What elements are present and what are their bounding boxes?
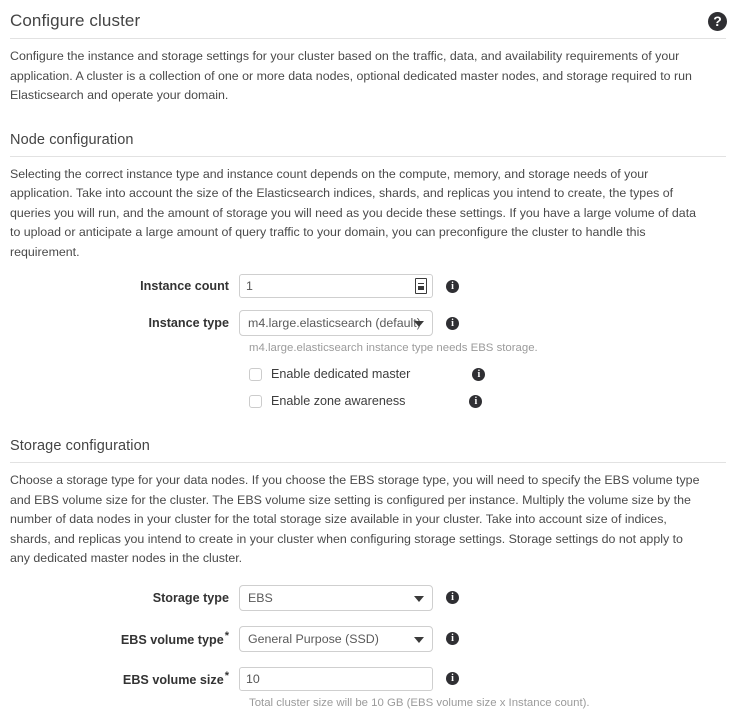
question-mark-icon[interactable]: ? [708, 12, 727, 31]
node-configuration-header [0, 130, 736, 157]
storage-configuration-header [0, 436, 736, 463]
ebs-volume-type-select[interactable] [239, 626, 433, 652]
spacer [0, 408, 736, 436]
storage-type-value: EBS [248, 590, 273, 605]
required-marker: * [224, 669, 229, 682]
instance-type-hint: m4.large.elasticsearch instance type needs EBS storage. [249, 342, 538, 354]
info-icon[interactable]: i [446, 280, 459, 293]
node-configuration-divider [10, 156, 726, 157]
instance-type-label: Instance type [148, 316, 229, 330]
instance-type-row [0, 310, 736, 336]
instance-count-input-wrap [239, 274, 433, 298]
dedicated-master-checkbox[interactable] [249, 368, 262, 381]
instance-type-control [239, 310, 459, 336]
required-marker: * [224, 629, 229, 642]
instance-type-select[interactable] [239, 310, 433, 336]
ebs-volume-size-input[interactable] [239, 667, 433, 691]
instance-count-label: Instance count [140, 279, 229, 293]
ebs-volume-size-label [0, 670, 239, 687]
number-stepper-icon[interactable] [415, 278, 427, 294]
chevron-down-icon [414, 637, 424, 643]
storage-configuration-description: Choose a storage type for your data nodes. If you choose the EBS storage type, you will need to specify the EBS volume type and EBS volume size for the cluster. The EBS volume size setting is configured per instance. Multiply the volume size by the number of data nodes in your cluster for the total storage size available in your cluster. Take into account size of indices, shards, and replicas you intend to create in your cluster when configuring storage settings. Storage settings do not apply to any dedicated master nodes in the cluster. [10, 473, 700, 565]
storage-type-select[interactable] [239, 585, 433, 611]
ebs-volume-size-label-text: EBS volume size [122, 673, 224, 688]
node-configuration-title: Node configuration [10, 131, 134, 148]
node-configuration-description: Selecting the correct instance type and instance count depends on the compute, memory, and storage needs of your application. Take into account the size of the Elasticsearch indices, shards, and replicas you intend to create, the types of queries you will run, and the amount of storage you will need as you decide these settings. If you have a large volume of data to upload or anticipate a large amount of query traffic to your domain, you can preconfigure the cluster to handle this requirement. [10, 166, 697, 259]
ebs-volume-size-input-wrap [239, 667, 433, 691]
zone-awareness-row[interactable] [249, 394, 736, 408]
dedicated-master-row[interactable] [249, 367, 736, 381]
info-icon[interactable]: i [469, 395, 482, 408]
page-title: Configure cluster [10, 11, 141, 30]
instance-count-input[interactable] [239, 274, 433, 298]
dedicated-master-label[interactable]: Enable dedicated master [271, 367, 411, 381]
zone-awareness-label[interactable]: Enable zone awareness [271, 394, 406, 408]
info-icon[interactable]: i [446, 632, 459, 645]
info-icon[interactable]: i [446, 591, 459, 604]
info-icon[interactable]: i [446, 672, 459, 685]
instance-count-row [0, 274, 736, 298]
page-header [0, 0, 736, 39]
ebs-volume-size-control [239, 667, 459, 691]
ebs-volume-type-label-text: EBS volume type [120, 633, 224, 648]
chevron-down-icon [414, 596, 424, 602]
instance-type-value: m4.large.elasticsearch (default) [248, 316, 421, 330]
ebs-volume-type-value: General Purpose (SSD) [248, 631, 379, 646]
header-divider [10, 38, 726, 39]
info-icon[interactable]: i [472, 368, 485, 381]
spacer [0, 106, 736, 130]
page-description: Configure the instance and storage settings for your cluster based on the traffic, data, and availability requirements of your application. A cluster is a collection of one or more data nodes, optional dedicated master nodes, and storage required to run Elasticsearch and operate your domain. [10, 49, 692, 102]
chevron-down-icon [414, 321, 424, 327]
ebs-volume-size-hint: Total cluster size will be 10 GB (EBS volume size x Instance count). [249, 696, 590, 709]
ebs-volume-type-row [0, 626, 736, 652]
ebs-volume-size-row [0, 667, 736, 691]
instance-count-control [239, 274, 459, 298]
ebs-volume-type-control [239, 626, 459, 652]
storage-configuration-divider [10, 462, 726, 463]
info-icon[interactable]: i [446, 317, 459, 330]
storage-type-label: Storage type [152, 590, 229, 605]
ebs-volume-type-label [0, 630, 239, 647]
storage-configuration-title: Storage configuration [10, 438, 150, 454]
storage-type-row [0, 585, 736, 611]
zone-awareness-checkbox[interactable] [249, 395, 262, 408]
storage-type-control [239, 585, 459, 611]
